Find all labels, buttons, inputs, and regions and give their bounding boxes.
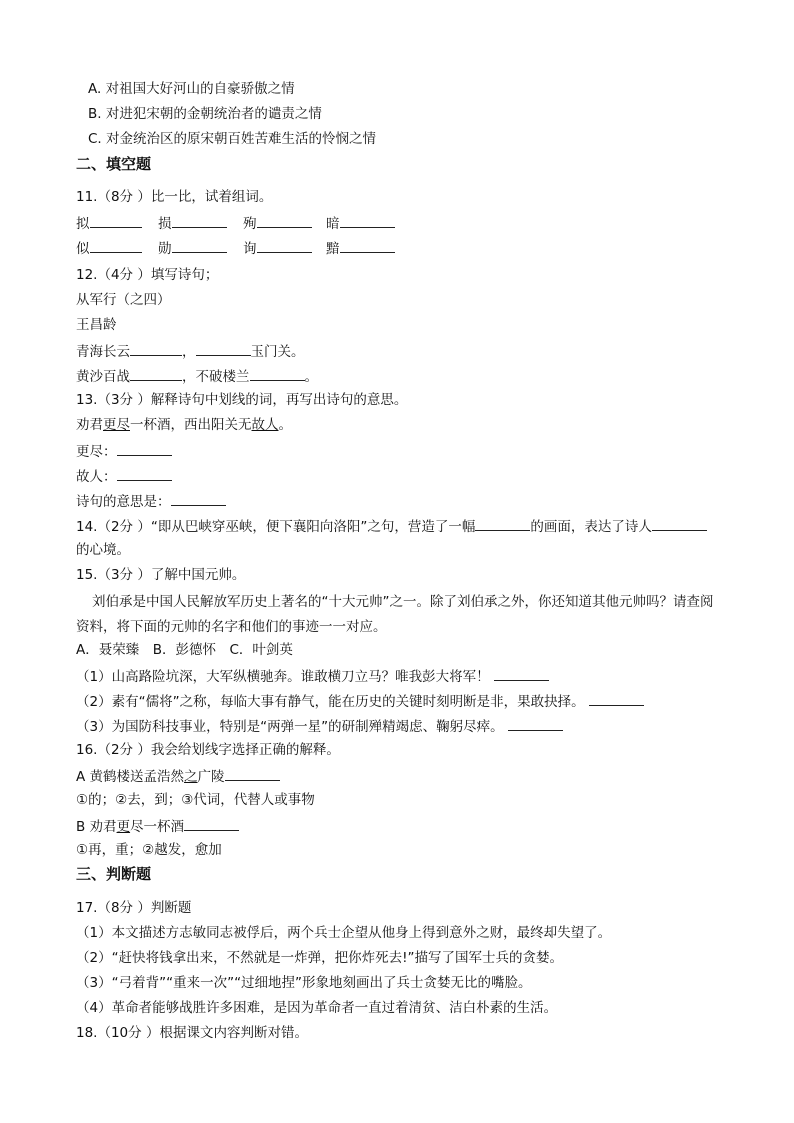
q11-char: 殉 xyxy=(243,216,257,232)
underlined-word: 更尽 xyxy=(103,417,130,433)
question-text: 的画面，表达了诗人 xyxy=(530,519,652,535)
answer-blank[interactable] xyxy=(117,441,172,456)
answer-blank[interactable] xyxy=(117,466,172,481)
poem-text: 。 xyxy=(304,369,318,385)
answer-blank[interactable] xyxy=(172,213,227,228)
q16-b-sentence xyxy=(76,816,239,836)
answer-blank[interactable] xyxy=(589,691,644,706)
q11-char: 勋 xyxy=(158,241,172,257)
section-title-fill-in: 二、填空题 xyxy=(76,155,152,173)
q18-header: 18.（10分 ）根据课文内容判断对错。 xyxy=(76,1025,308,1041)
answer-blank[interactable] xyxy=(225,766,280,781)
answer-blank[interactable] xyxy=(172,238,227,253)
sentence-text: 广陵 xyxy=(197,769,225,785)
answer-blank[interactable] xyxy=(475,516,530,531)
q11-char: 询 xyxy=(243,241,257,257)
q13-verse xyxy=(76,416,292,434)
item-text: （1）山高路险坑深，大军纵横驰奔。谁敢横刀立马？唯我彭大将军！ xyxy=(76,669,490,685)
q16-a-options: ①的；②去，到；③代词，代替人或事物 xyxy=(76,792,315,808)
q11-word-cell xyxy=(76,238,142,258)
q16-header: 16.（2分 ）我会给划线字选择正确的解释。 xyxy=(76,742,340,758)
answer-blank[interactable] xyxy=(130,341,182,356)
q11-word-cell xyxy=(326,213,395,233)
q13-header: 13.（3分 ）解释诗句中划线的词，再写出诗句的意思。 xyxy=(76,392,408,408)
q13-item-1 xyxy=(76,441,172,461)
q11-word-cell xyxy=(158,213,227,233)
q15-item-1 xyxy=(76,666,549,686)
poem-text: 黄沙百战 xyxy=(76,369,130,385)
q15-item-3 xyxy=(76,716,563,736)
q15-choices: A．聂荣臻 B．彭德怀 C．叶剑英 xyxy=(76,642,293,658)
section-title-judgement: 三、判断题 xyxy=(76,865,152,883)
sentence-text: B 劝君 xyxy=(76,819,117,835)
answer-blank[interactable] xyxy=(171,491,226,506)
q17-header: 17.（8分 ）判断题 xyxy=(76,900,192,916)
answer-blank[interactable] xyxy=(340,213,395,228)
poem-author: 王昌龄 xyxy=(76,317,117,333)
q11-word-cell xyxy=(243,213,312,233)
q17-item-1: （1）本文描述方志敏同志被俘后，两个兵士企望从他身上得到意外之财，最终却失望了。 xyxy=(76,925,612,941)
q11-char: 损 xyxy=(158,216,172,232)
sentence-text: A 黄鹤楼送孟浩然 xyxy=(76,769,185,785)
verse-text: 劝君 xyxy=(76,417,103,433)
q11-char: 拟 xyxy=(76,216,90,232)
q11-char: 似 xyxy=(76,241,90,257)
answer-blank[interactable] xyxy=(184,816,239,831)
sentence-text: 尽一杯酒 xyxy=(130,819,185,835)
underlined-word: 故人 xyxy=(251,417,279,433)
question-text: 14.（2分 ）“即从巴峡穿巫峡，便下襄阳向洛阳”之句，营造了一幅 xyxy=(76,519,476,535)
q11-char: 黯 xyxy=(326,241,340,257)
q15-header: 15.（3分 ）了解中国元帅。 xyxy=(76,567,246,583)
q15-paragraph: 刘伯承是中国人民解放军历史上著名的“十大元帅”之一。除了刘伯承之外，你还知道其他元帅吗？请查阅资料，将下面的元帅的名字和他们的事迹一一对应。 xyxy=(76,594,714,635)
q16-a-sentence xyxy=(76,766,280,786)
answer-blank[interactable] xyxy=(508,716,563,731)
answer-blank[interactable] xyxy=(90,238,142,253)
poem-line-2 xyxy=(76,366,318,386)
answer-blank[interactable] xyxy=(340,238,395,253)
poem-text: ， xyxy=(182,344,196,360)
q13-item-2 xyxy=(76,466,172,486)
answer-blank[interactable] xyxy=(196,341,251,356)
poem-text: 青海长云 xyxy=(76,344,130,360)
q17-item-2: （2）“赶快将钱拿出来，不然就是一炸弹，把你炸死去!”描写了国军士兵的贪婪。 xyxy=(76,950,563,966)
underlined-char: 之 xyxy=(184,769,198,785)
item-label: 更尽： xyxy=(76,444,117,460)
answer-blank[interactable] xyxy=(257,213,312,228)
q11-word-cell xyxy=(326,238,395,258)
q11-header: 11.（8分 ）比一比，试着组词。 xyxy=(76,189,273,205)
option-a: A. 对祖国大好河山的自豪骄傲之情 xyxy=(88,81,295,97)
answer-blank[interactable] xyxy=(90,213,142,228)
verse-text: 。 xyxy=(278,417,292,433)
q11-word-cell xyxy=(243,238,312,258)
q11-word-cell xyxy=(158,238,227,258)
option-b: B. 对进犯宋朝的金朝统治者的谴责之情 xyxy=(88,106,322,122)
item-text: （2）素有“儒将”之称，每临大事有静气，能在历史的关键时刻明断是非，果敢抉择。 xyxy=(76,694,585,710)
item-label: 诗句的意思是： xyxy=(76,494,171,510)
item-text: （3）为国防科技事业，特别是“两弹一星”的研制殚精竭虑、鞠躬尽瘁。 xyxy=(76,719,504,735)
answer-blank[interactable] xyxy=(130,366,182,381)
item-label: 故人： xyxy=(76,469,117,485)
answer-blank[interactable] xyxy=(257,238,312,253)
answer-blank[interactable] xyxy=(494,666,549,681)
q12-header: 12.（4分 ）填写诗句； xyxy=(76,267,219,283)
q11-word-cell xyxy=(76,213,142,233)
underlined-char: 更 xyxy=(116,819,131,835)
q13-item-3 xyxy=(76,491,226,511)
q15-item-2 xyxy=(76,691,644,711)
poem-line-1 xyxy=(76,341,305,361)
q14-line-2: 的心境。 xyxy=(76,542,130,558)
q14-line-1 xyxy=(76,516,707,536)
q17-item-3: （3）“弓着背”“重来一次”“过细地捏”形象地刻画出了兵士贪婪无比的嘴脸。 xyxy=(76,975,532,991)
verse-text: 一杯酒，西出阳关无 xyxy=(130,417,252,433)
poem-text: ，不破楼兰 xyxy=(182,369,250,385)
q11-char: 暗 xyxy=(326,216,340,232)
option-c: C. 对金统治区的原宋朝百姓苦难生活的怜悯之情 xyxy=(88,131,377,147)
q16-b-options: ①再，重；②越发，愈加 xyxy=(76,842,222,858)
q17-item-4: （4）革命者能够战胜许多困难，是因为革命者一直过着清贫、洁白朴素的生活。 xyxy=(76,1000,558,1016)
answer-blank[interactable] xyxy=(652,516,707,531)
answer-blank[interactable] xyxy=(250,366,305,381)
poem-text: 玉门关。 xyxy=(250,344,305,360)
poem-title: 从军行（之四） xyxy=(76,292,171,308)
